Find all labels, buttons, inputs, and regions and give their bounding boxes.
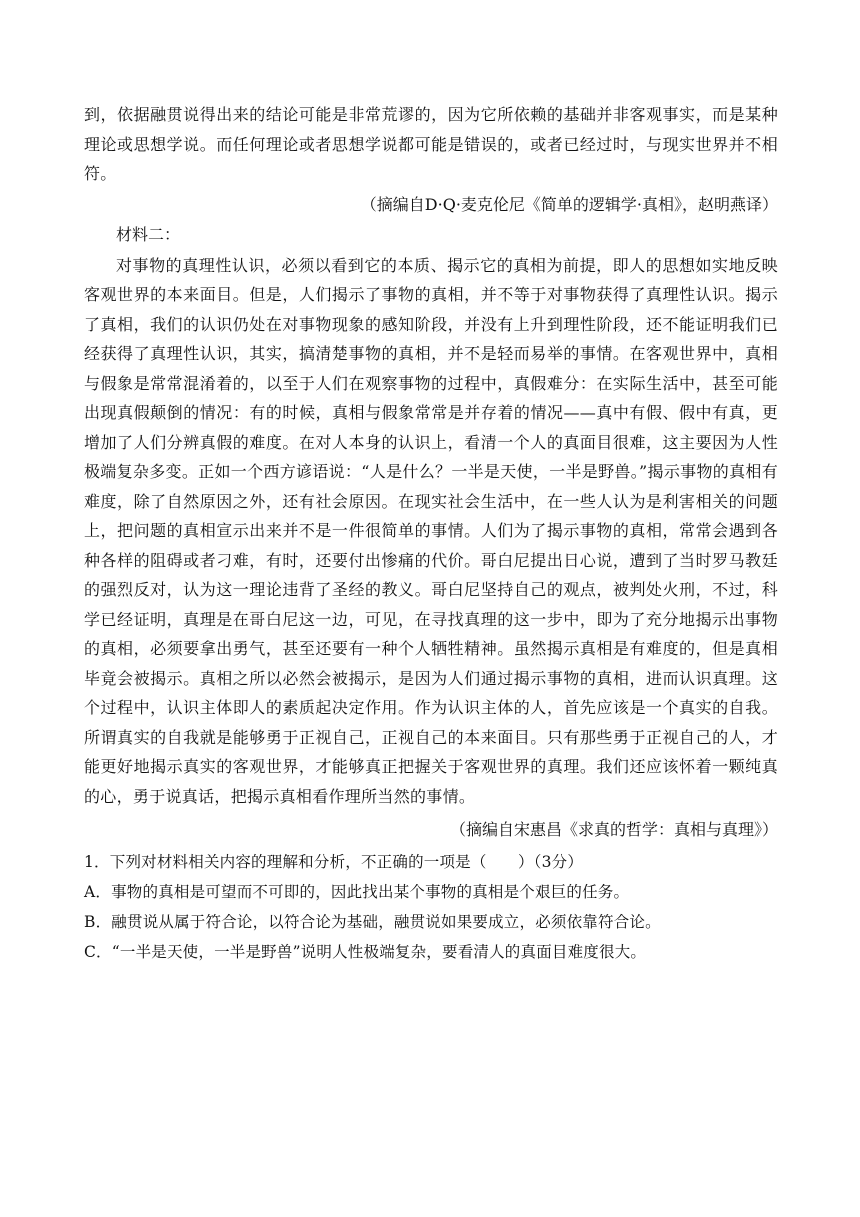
question1-option-c: C．“一半是天使，一半是野兽”说明人性极端复杂，要看清人的真面目难度很大。: [84, 942, 647, 961]
question1-option-a: A．事物的真相是可望而不可即的，因此找出某个事物的真相是个艰巨的任务。: [84, 882, 630, 901]
question1-option-b: B．融贯说从属于符合论，以符合论为基础，融贯说如果要成立，必须依靠符合论。: [84, 912, 661, 931]
material1-continuation: 到，依据融贯说得出来的结论可能是非常荒谬的，因为它所依赖的基础并非客观事实，而是某种理论或思想学说。而任何理论或者思想学说都可能是错误的，或者已经过时，与现实世界并不相符。: [84, 105, 778, 183]
material2-label: 材料二：: [116, 225, 181, 244]
material1-source: （摘编自D·Q·麦克伦尼《简单的逻辑学·真相》，赵明燕译）: [360, 194, 778, 214]
question1-stem: 1．下列对材料相关内容的理解和分析，不正确的一项是（ ）（3分）: [84, 852, 584, 871]
material2-source: （摘编自宋惠昌《求真的哲学：真相与真理》）: [449, 820, 778, 839]
material2-body: 对事物的真理性认识，必须以看到它的本质、揭示它的真相为前提，即人的思想如实地反映客观世界的本来面目。但是，人们揭示了事物的真相，并不等于对事物获得了真理性认识。揭示了真相，我们的认识仍处在对事物现象的感知阶段，并没有上升到理性阶段，还不能证明我们已经获得了真理性认识，其实，搞清楚事物的真相，并不是轻而易举的事情。在客观世界中，真相与假象是常常混淆着的，以至于人们在观察事物的过程中，真假难分：在实际生活中，甚至可能出现真假颠倒的情况：有的时候，真相与假象常常是并存着的情况——真中有假、假中有真，更增加了人们分辨真假的难度。在对人本身的认识上，看清一个人的真面目很难，这主要因为人性极端复杂多变。正如一个西方谚语说：“人是什么？一半是天使，一半是野兽。”揭示事物的真相有难度，除了自然原因之外，还有社会原因。在现实社会生活中，在一些人认为是利害相关的问题上，把问题的真相宣示出来并不是一件很简单的事情。人们为了揭示事物的真相，常常会遇到各种各样的阻碍或者刁难，有时，还要付出惨痛的代价。哥白尼提出日心说，遭到了当时罗马教廷的强烈反对，认为这一理论违背了圣经的教义。哥白尼坚持自己的观点，被判处火刑，不过，科学已经证明，真理是在哥白尼这一边，可见，在寻找真理的这一步中，即为了充分地揭示出事物的真相，必须要拿出勇气，甚至还要有一种个人牺牲精神。虽然揭示真相是有难度的，但是真相毕竟会被揭示。真相之所以必然会被揭示，是因为人们通过揭示事物的真相，进而认识真理。这个过程中，认识主体即人的素质起决定作用。作为认识主体的人，首先应该是一个真实的自我。所谓真实的自我就是能够勇于正视自己，正视自己的本来面目。只有那些勇于正视自己的人，才能更好地揭示真实的客观世界，才能够真正把握关于客观世界的真理。我们还应该怀着一颗纯真的心，勇于说真话，把揭示真相看作理所当然的事情。: [84, 255, 778, 806]
